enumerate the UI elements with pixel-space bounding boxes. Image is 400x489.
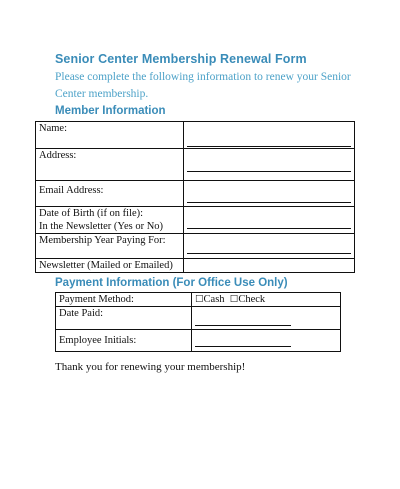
dob-label-line2: In the Newsletter (Yes or No): [39, 221, 164, 232]
date-paid-label: Date Paid:: [56, 307, 192, 330]
member-info-heading: Member Information: [55, 105, 166, 117]
form-title: Senior Center Membership Renewal Form: [55, 52, 307, 66]
cash-option-label: Cash: [203, 294, 225, 305]
form-intro: Please complete the following information to renew your Senior Center membership.: [55, 71, 351, 100]
name-row: [36, 122, 355, 149]
date-paid-row: [56, 307, 341, 330]
dob-field[interactable]: [184, 207, 355, 234]
payment-method-options: [192, 293, 341, 307]
address-label: Address:: [36, 149, 184, 181]
membership-year-row: [36, 234, 355, 259]
payment-info-heading: Payment Information (For Office Use Only): [55, 277, 288, 289]
check-checkbox[interactable]: ☐: [229, 294, 239, 305]
newsletter-label: Newsletter (Mailed or Emailed): [36, 259, 184, 273]
employee-initials-field[interactable]: [192, 330, 341, 352]
membership-year-label: Membership Year Paying For:: [36, 234, 184, 259]
payment-method-label: Payment Method:: [56, 293, 192, 307]
email-row: [36, 181, 355, 207]
payment-info-table: [55, 292, 341, 352]
newsletter-field[interactable]: [184, 259, 355, 273]
name-label: Name:: [36, 122, 184, 149]
payment-method-row: [56, 293, 341, 307]
dob-label: [36, 207, 184, 234]
date-paid-field[interactable]: [192, 307, 341, 330]
employee-initials-row: [56, 330, 341, 352]
member-info-table: [35, 121, 355, 273]
email-label: Email Address:: [36, 181, 184, 207]
email-field[interactable]: [184, 181, 355, 207]
check-option-label: Check: [238, 294, 266, 305]
dob-row: [36, 207, 355, 234]
membership-year-field[interactable]: [184, 234, 355, 259]
name-field[interactable]: [184, 122, 355, 149]
employee-initials-label: Employee Initials:: [56, 330, 192, 352]
cash-checkbox[interactable]: ☐: [195, 294, 204, 305]
address-row: [36, 149, 355, 181]
dob-label-line1: Date of Birth (if on file):: [39, 208, 144, 219]
address-field[interactable]: [184, 149, 355, 181]
newsletter-row: [36, 259, 355, 273]
thank-you-message: Thank you for renewing your membership!: [55, 361, 246, 373]
